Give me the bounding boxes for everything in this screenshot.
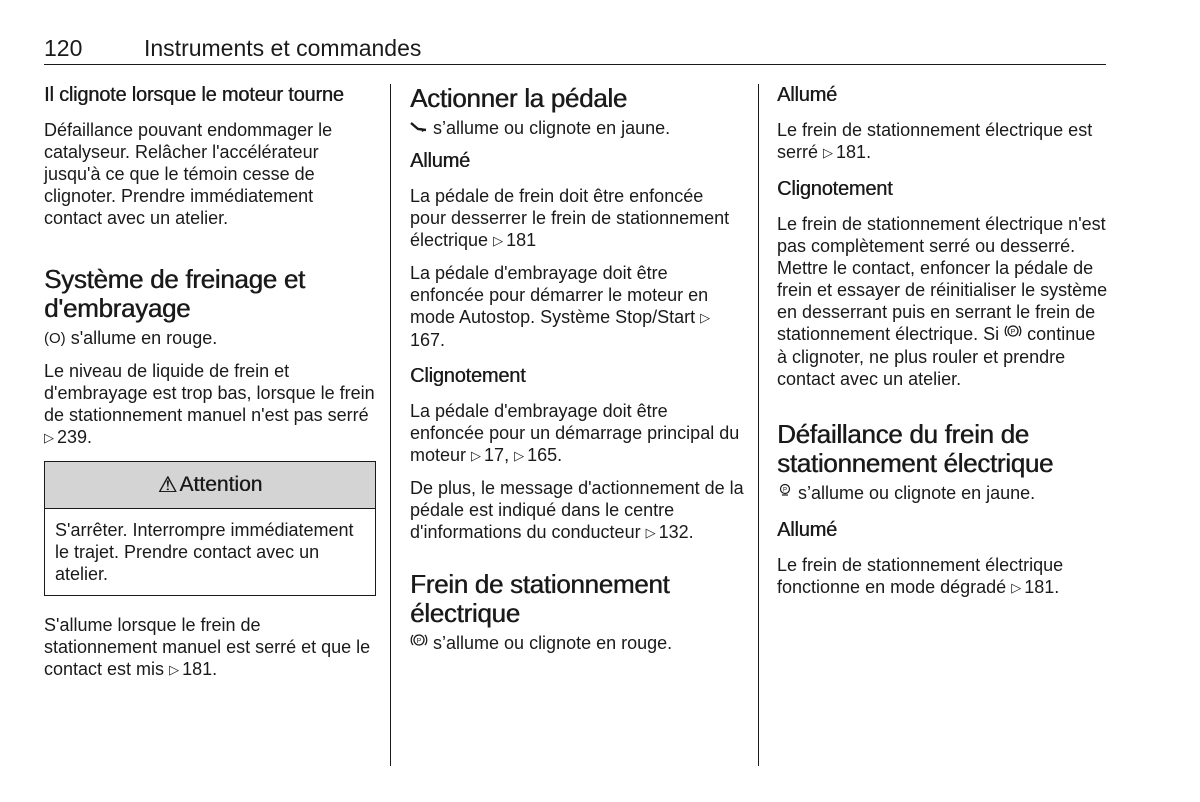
page-reference: 181. xyxy=(836,142,872,162)
page-reference-arrow-icon: ▷ xyxy=(471,448,482,463)
subheading-blinking-engine-running: Il clignote lorsque le moteur tourne xyxy=(44,84,344,106)
page-reference: 239. xyxy=(57,427,93,447)
paragraph: S'allume lorsque le frein de stationnement manuel est serré et que le contact est mis ▷ 181. xyxy=(44,615,371,679)
page-reference-arrow-icon: ▷ xyxy=(823,145,834,160)
column-1 xyxy=(44,84,376,691)
subheading-on: Allumé xyxy=(777,84,837,106)
parking-brake-icon xyxy=(1004,323,1022,346)
paragraph: P s’allume ou clignote en jaune. xyxy=(777,482,1109,505)
heading-brake-clutch-system: Système de freinage et d'embrayage xyxy=(44,264,305,323)
parking-brake-icon xyxy=(410,632,428,655)
column-2 xyxy=(410,84,744,665)
page-reference-arrow-icon: ▷ xyxy=(44,430,54,445)
subheading-on: Allumé xyxy=(777,519,837,541)
brake-warning-icon: (O) xyxy=(44,330,66,347)
heading-pedal: Actionner la pédale xyxy=(410,83,627,113)
page-header xyxy=(44,34,1106,65)
subheading-on: Allumé xyxy=(410,150,470,172)
subheading-blinking: Clignotement xyxy=(777,178,893,200)
page-reference-arrow-icon: ▷ xyxy=(645,525,656,540)
page-reference-arrow-icon: ▷ xyxy=(1011,580,1022,595)
heading-electric-parking-brake: Frein de stationnement électrique xyxy=(410,569,670,628)
page-reference-arrow-icon: ▷ xyxy=(514,448,525,463)
subheading-blinking: Clignotement xyxy=(410,365,526,387)
parking-brake-fault-icon xyxy=(777,482,793,505)
heading-epb-fault: Défaillance du frein de stationnement électrique xyxy=(777,419,1054,478)
warning-title: ⚠ Attention xyxy=(45,462,375,509)
page-reference: 167. xyxy=(410,330,446,350)
paragraph: Le frein de stationnement électrique fonctionne en mode dégradé ▷ 181. xyxy=(777,555,1064,597)
warning-box xyxy=(44,461,376,596)
paragraph: (O) s'allume en rouge. xyxy=(44,328,218,348)
page-reference: 165. xyxy=(527,445,563,465)
warning-triangle-icon: ⚠ xyxy=(157,472,178,497)
svg-text:P: P xyxy=(782,487,788,494)
page-number: 120 xyxy=(44,35,83,61)
paragraph: Défaillance pouvant endommager le catalyseur. Relâcher l'accélérateur jusqu'à ce que le témoin cesse de clignoter. Prendre immédiatement contact avec un atelier. xyxy=(44,120,333,228)
paragraph: De plus, le message d'actionnement de la pédale est indiqué dans le centre d'informations du conducteur ▷ 132. xyxy=(410,478,744,542)
page-reference: 181 xyxy=(506,230,537,250)
svg-text:P: P xyxy=(1010,329,1016,336)
page-reference: 181. xyxy=(182,659,218,679)
column-3 xyxy=(777,84,1109,609)
warning-text: S'arrêter. Interrompre immédiatement le trajet. Prendre contact avec un atelier. xyxy=(55,520,354,584)
pedal-icon xyxy=(410,118,428,140)
page-reference-arrow-icon: ▷ xyxy=(700,310,711,325)
paragraph: Le niveau de liquide de frein et d'embrayage est trop bas, lorsque le frein de stationnement manuel n'est pas serré ▷ 239. xyxy=(44,361,375,447)
page-reference: 181. xyxy=(1024,577,1060,597)
section-title: Instruments et commandes xyxy=(144,35,422,61)
paragraph: La pédale d'embrayage doit être enfoncée pour un démarrage principal du moteur ▷ 17, ▷ 165. xyxy=(410,401,740,465)
column-divider xyxy=(390,84,391,766)
paragraph: La pédale de frein doit être enfoncée pour desserrer le frein de stationnement électrique ▷ 181 xyxy=(410,186,730,250)
paragraph: s’allume ou clignote en jaune. xyxy=(410,117,744,140)
paragraph: Le frein de stationnement électrique est serré ▷ 181. xyxy=(777,120,1093,162)
paragraph: Le frein de stationnement électrique n'est pas complètement serré ou desserré. Mettre le contact, enfoncer la pédale de frein et essayer de réinitialiser le système en desserrant puis en serrant le frein de stationnement électrique. Si P continue à clignoter, ne plus rouler et prendre contact avec un atelier. xyxy=(777,214,1108,389)
page-reference: 132. xyxy=(658,522,694,542)
page-reference: 17, xyxy=(484,445,510,465)
page-reference-arrow-icon: ▷ xyxy=(169,662,180,677)
column-divider xyxy=(758,84,759,766)
svg-text:P: P xyxy=(416,638,422,645)
paragraph: La pédale d'embrayage doit être enfoncée pour démarrer le moteur en mode Autostop. Système Stop/Start ▷167. xyxy=(410,263,711,350)
page-reference-arrow-icon: ▷ xyxy=(493,233,504,248)
paragraph: P s’allume ou clignote en rouge. xyxy=(410,632,744,655)
